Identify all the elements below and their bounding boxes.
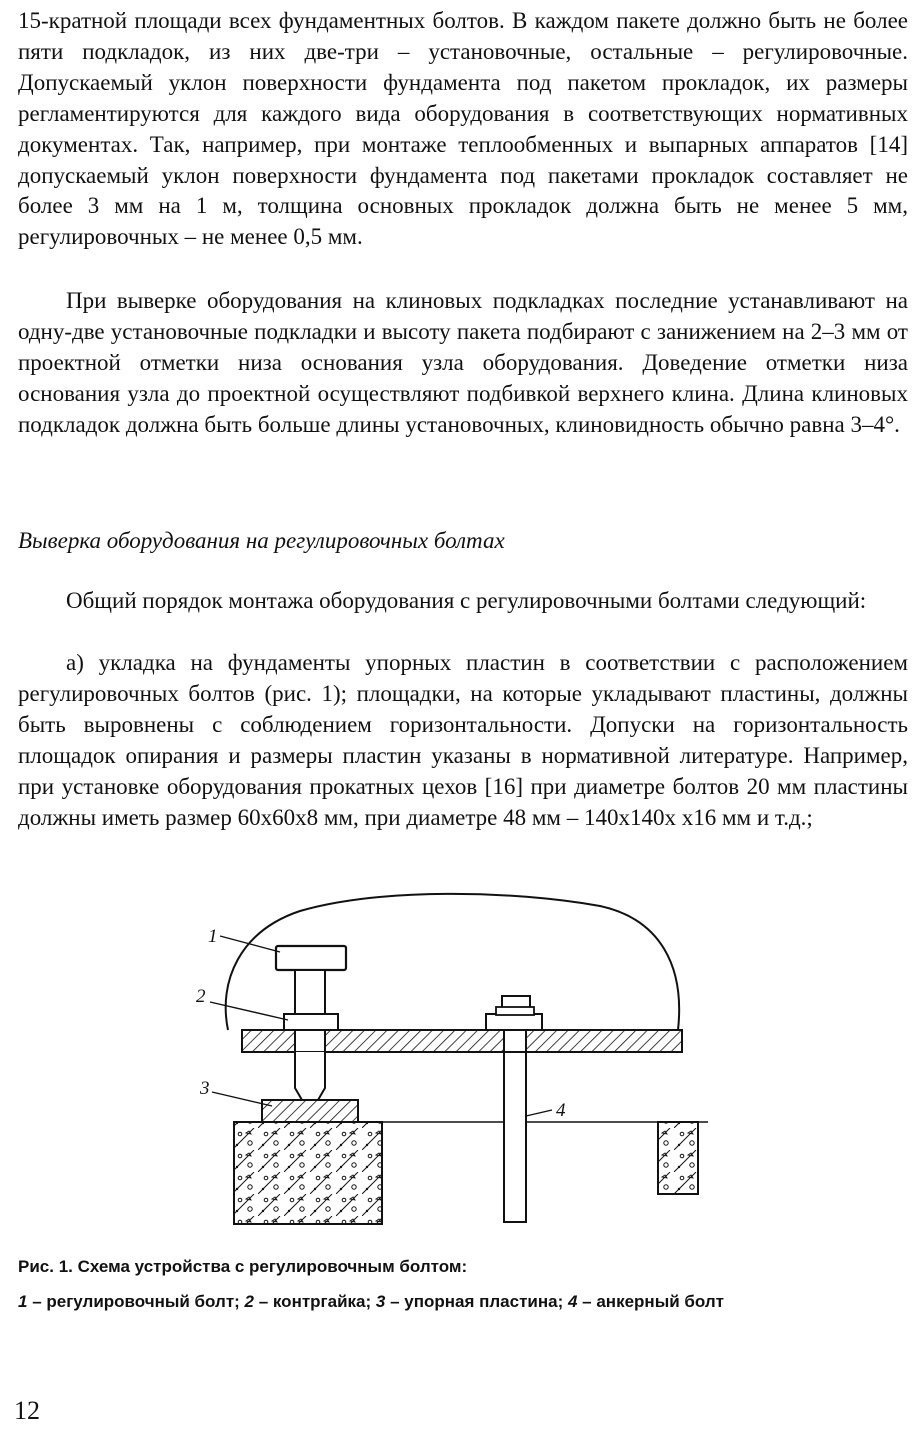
label-1: 1 [208, 926, 218, 947]
legend-num-4: 4 [567, 1292, 578, 1311]
paragraph-2: При выверке оборудования на клиновых подкладках последние устанавливают на одну-две установочные подкладки и высоту пакета подбирают с занижением на 2–3 мм от проектной отметки низа основания узла оборудования. Доведение отметки низа основания узла до проектной осуществляют подбивкой верхнего клина. Длина клиновых подкладок должна быть больше длины установочных, клиновидность обычно равна 3–4°. [18, 288, 908, 437]
adjusting-bolt-shaft-lower [295, 1052, 325, 1100]
label-2: 2 [196, 986, 206, 1007]
legend-num-1: 1 [18, 1292, 28, 1311]
section-heading: Выверка оборудования на регулировочных болтах [18, 528, 505, 553]
thrust-plate [262, 1100, 358, 1122]
leader-line-1 [220, 936, 280, 952]
legend-num-2: 2 [244, 1292, 254, 1311]
page-number: 12 [14, 1396, 40, 1425]
paragraph-3: Общий порядок монтажа оборудования с регулировочными болтами следующий: [66, 588, 867, 613]
locknut [284, 1014, 338, 1030]
label-4: 4 [556, 1100, 566, 1121]
legend-text-1: – регулировочный болт; [27, 1292, 245, 1311]
adjusting-bolt-shaft-upper [295, 970, 325, 1014]
figure-caption-legend [18, 1291, 908, 1313]
label-3: 3 [200, 1078, 210, 1099]
diagram-svg [180, 886, 720, 1246]
legend-text-2: – контргайка; [254, 1292, 376, 1311]
anchor-bolt-shaft [504, 1052, 526, 1222]
legend-text-3: – упорная пластина; [385, 1292, 568, 1311]
bolt-head [276, 946, 346, 970]
figure-adjusting-bolt-diagram [180, 886, 720, 1246]
legend-num-3: 3 [375, 1292, 386, 1311]
foundation-block-left [234, 1122, 382, 1224]
leader-line-4 [526, 1110, 552, 1116]
paragraph-4: а) укладка на фундаменты упорных пластин в соответствии с расположением регулировочных болтов (рис. 1); площадки, на которые укладывают пластины, должны быть выровнены с соблюдением горизонтальности. Допуски на горизонтальность площадок опирания и размеры пластин указаны в нормативной литературе. Например, при установке оборудования прокатных цехов [16] при диаметре болтов 20 мм пластины должны иметь размер 60x60x8 мм, при диаметре 48 мм – 140x140x x16 мм и т.д.; [18, 650, 908, 830]
legend-text-4: – анкерный болт [577, 1292, 724, 1311]
foundation-block-right [658, 1122, 698, 1194]
anchor-bolt-nut [486, 1014, 542, 1030]
figure-caption-title: Рис. 1. Схема устройства с регулировочным болтом: [18, 1257, 468, 1276]
paragraph-1: 15-кратной площади всех фундаментных болтов. В каждом пакете должно быть не более пяти подкладок, из них две-три – установочные, остальные – регулировочные. Допускаемый уклон поверхности фундамента под пакетом прокладок, их размеры регламентируются для каждого вида оборудования в соответствующих нормативных документах. Так, например, при монтаже теплообменных и выпарных аппаратов [14] допускаемый уклон поверхности фундамента под пакетами прокладок составляет не более 3 мм на 1 м, толщина основных прокладок должна быть не менее 5 мм, регулировочных – не менее 0,5 мм. [18, 8, 908, 250]
leader-line-2 [210, 1002, 288, 1020]
